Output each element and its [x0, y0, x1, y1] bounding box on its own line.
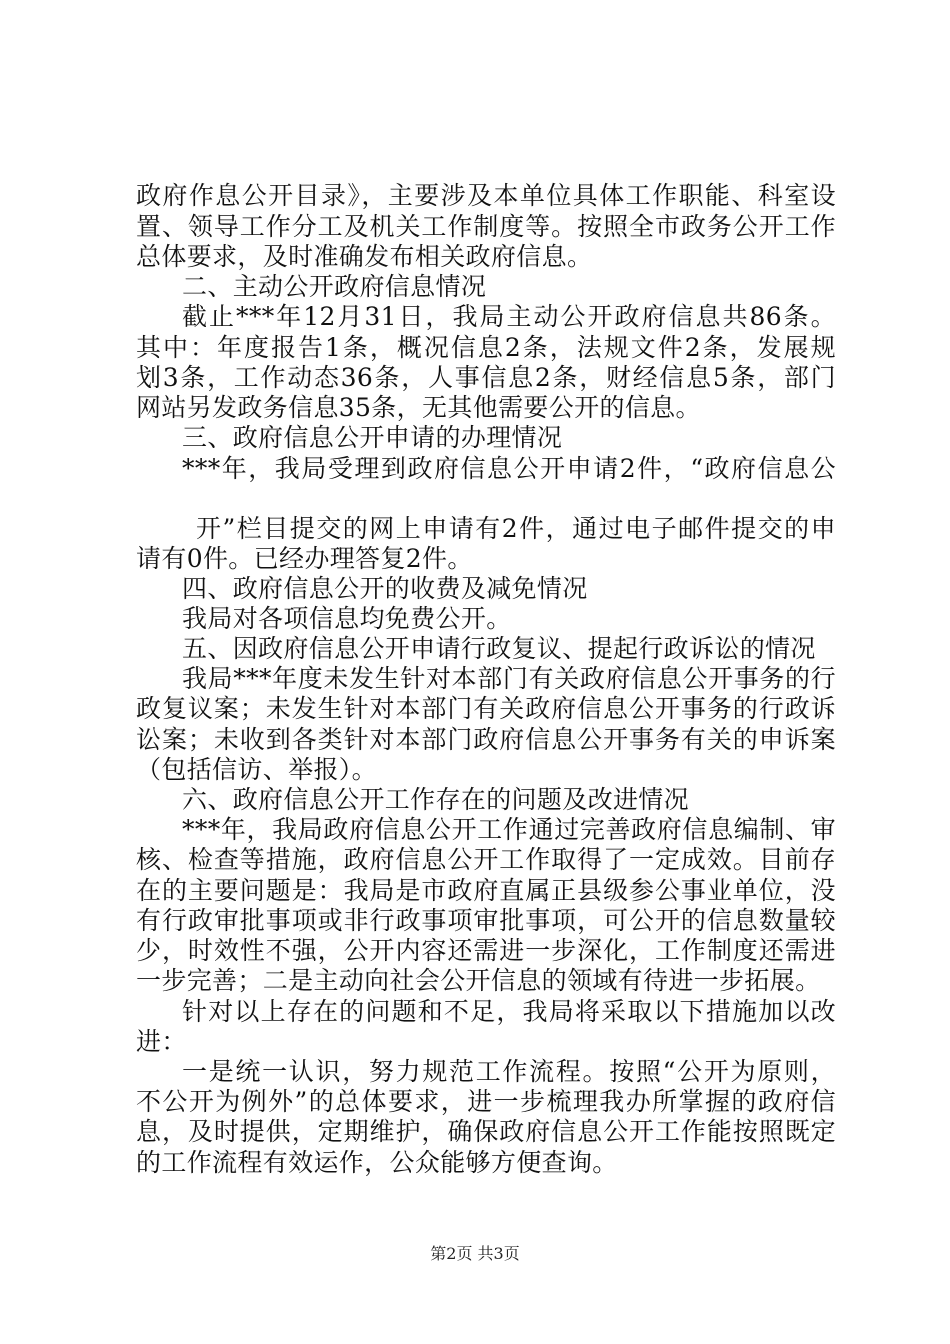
- body-text-line: 息，及时提供，定期维护，确保政府信息公开工作能按照既定: [136, 1117, 836, 1146]
- body-text-line: 政复议案；未发生针对本部门有关政府信息公开事务的行政诉: [136, 694, 836, 723]
- body-text-line: 进：: [136, 1027, 187, 1056]
- body-text-line: 总体要求，及时准确发布相关政府信息。: [136, 242, 593, 271]
- body-text-line: 有行政审批事项或非行政事项审批事项，可公开的信息数量较: [136, 906, 836, 935]
- body-text-line: 政府作息公开目录》，主要涉及本单位具体工作职能、科室设: [136, 181, 836, 210]
- body-text-line: 开”栏目提交的网上申请有2件，通过电子邮件提交的申: [196, 514, 836, 543]
- body-text-line: 一是统一认识，努力规范工作流程。按照“公开为原则，: [182, 1057, 836, 1086]
- body-text-line: 在的主要问题是：我局是市政府直属正县级参公事业单位，没: [136, 876, 836, 905]
- body-text-line: 我局***年度未发生针对本部门有关政府信息公开事务的行: [182, 664, 836, 693]
- body-text-line: 网站另发政务信息35条，无其他需要公开的信息。: [136, 393, 701, 422]
- body-text-line: 请有0件。已经办理答复2件。: [136, 544, 473, 573]
- body-text-line: 讼案；未收到各类针对本部门政府信息公开事务有关的申诉案: [136, 725, 836, 754]
- body-text-line: 核、检查等措施，政府信息公开工作取得了一定成效。目前存: [136, 845, 836, 874]
- section-heading: 三、政府信息公开申请的办理情况: [182, 423, 563, 452]
- body-text-line: 划3条，工作动态36条，人事信息2条，财经信息5条，部门: [136, 363, 836, 392]
- body-text-line: ***年，我局受理到政府信息公开申请2件，“政府信息公: [182, 454, 836, 483]
- section-heading: 四、政府信息公开的收费及减免情况: [182, 574, 588, 603]
- body-text-line: （包括信访、举报）。: [136, 755, 378, 784]
- page-footer: 第2页 共3页: [430, 1244, 520, 1263]
- body-text-line: 少，时效性不强，公开内容还需进一步深化，工作制度还需进: [136, 936, 836, 965]
- body-text-line: 的工作流程有效运作，公众能够方便查询。: [136, 1148, 618, 1177]
- section-heading: 二、主动公开政府信息情况: [182, 272, 487, 301]
- body-text-line: 置、领导工作分工及机关工作制度等。按照全市政务公开工作: [136, 212, 836, 241]
- body-text-line: 针对以上存在的问题和不足，我局将采取以下措施加以改: [182, 997, 836, 1026]
- section-heading: 六、政府信息公开工作存在的问题及改进情况: [182, 785, 690, 814]
- section-heading: 五、因政府信息公开申请行政复议、提起行政诉讼的情况: [182, 634, 816, 663]
- body-text-line: 一步完善；二是主动向社会公开信息的领域有待进一步拓展。: [136, 966, 821, 995]
- body-text-line: 不公开为例外”的总体要求，进一步梳理我办所掌握的政府信: [136, 1087, 836, 1116]
- body-text-line: 其中：年度报告1条，概况信息2条，法规文件2条，发展规: [136, 333, 836, 362]
- body-text-line: ***年，我局政府信息公开工作通过完善政府信息编制、审: [182, 815, 836, 844]
- body-text-line: 我局对各项信息均免费公开。: [182, 604, 512, 633]
- body-text-line: 截止***年12月31日，我局主动公开政府信息共86条。: [182, 302, 836, 331]
